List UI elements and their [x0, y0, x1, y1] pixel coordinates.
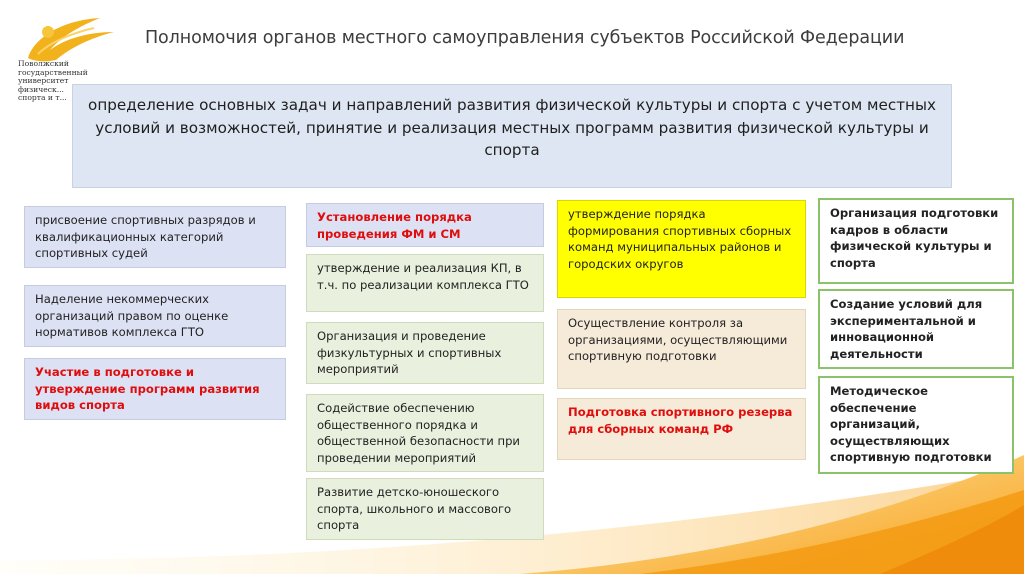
card-competitions-order: Установление порядка проведения ФМ и СМ — [306, 203, 544, 247]
card-youth-sport: Развитие детско-юношеского спорта, школьного и массового спорта — [306, 478, 544, 540]
card-experimental-activity: Создание условий для экспериментальной и инновационной деятельности — [818, 289, 1014, 369]
card-sports-ranks: присвоение спортивных разрядов и квалификационных категорий спортивных судей — [24, 206, 286, 268]
page-title: Полномочия органов местного самоуправления субъектов Российской Федерации — [145, 28, 905, 48]
card-gto-organizations: Наделение некоммерческих организаций правом по оценке нормативов комплекса ГТО — [24, 285, 286, 347]
card-sports-reserve: Подготовка спортивного резерва для сборных команд РФ — [557, 398, 806, 460]
card-events-organization: Организация и проведение физкультурных и спортивных мероприятий — [306, 322, 544, 384]
card-calendar-plan: утверждение и реализация КП, в т.ч. по реализации комплекса ГТО — [306, 254, 544, 312]
card-methodical-support: Методическое обеспечение организаций, осуществляющих спортивную подготовки — [818, 376, 1014, 474]
card-team-formation: утверждение порядка формирования спортивных сборных команд муниципальных районов и городских округов — [557, 200, 806, 298]
card-sports-programs: Участие в подготовке и утверждение программ развития видов спорта — [24, 358, 286, 420]
card-staff-training: Организация подготовки кадров в области физической культуры и спорта — [818, 198, 1014, 284]
logo-text: Поволжский государственный университет физическ... спорта и т... — [18, 59, 88, 103]
main-authority-box: определение основных задач и направлений развития физической культуры и спорта с учетом местных условий и возможностей, принятие и реализация местных программ развития физической культуры и спорта — [72, 84, 952, 188]
card-public-order: Содействие обеспечению общественного порядка и общественной безопасности при проведении мероприятий — [306, 394, 544, 472]
card-control: Осуществление контроля за организациями, осуществляющими спортивную подготовки — [557, 309, 806, 389]
